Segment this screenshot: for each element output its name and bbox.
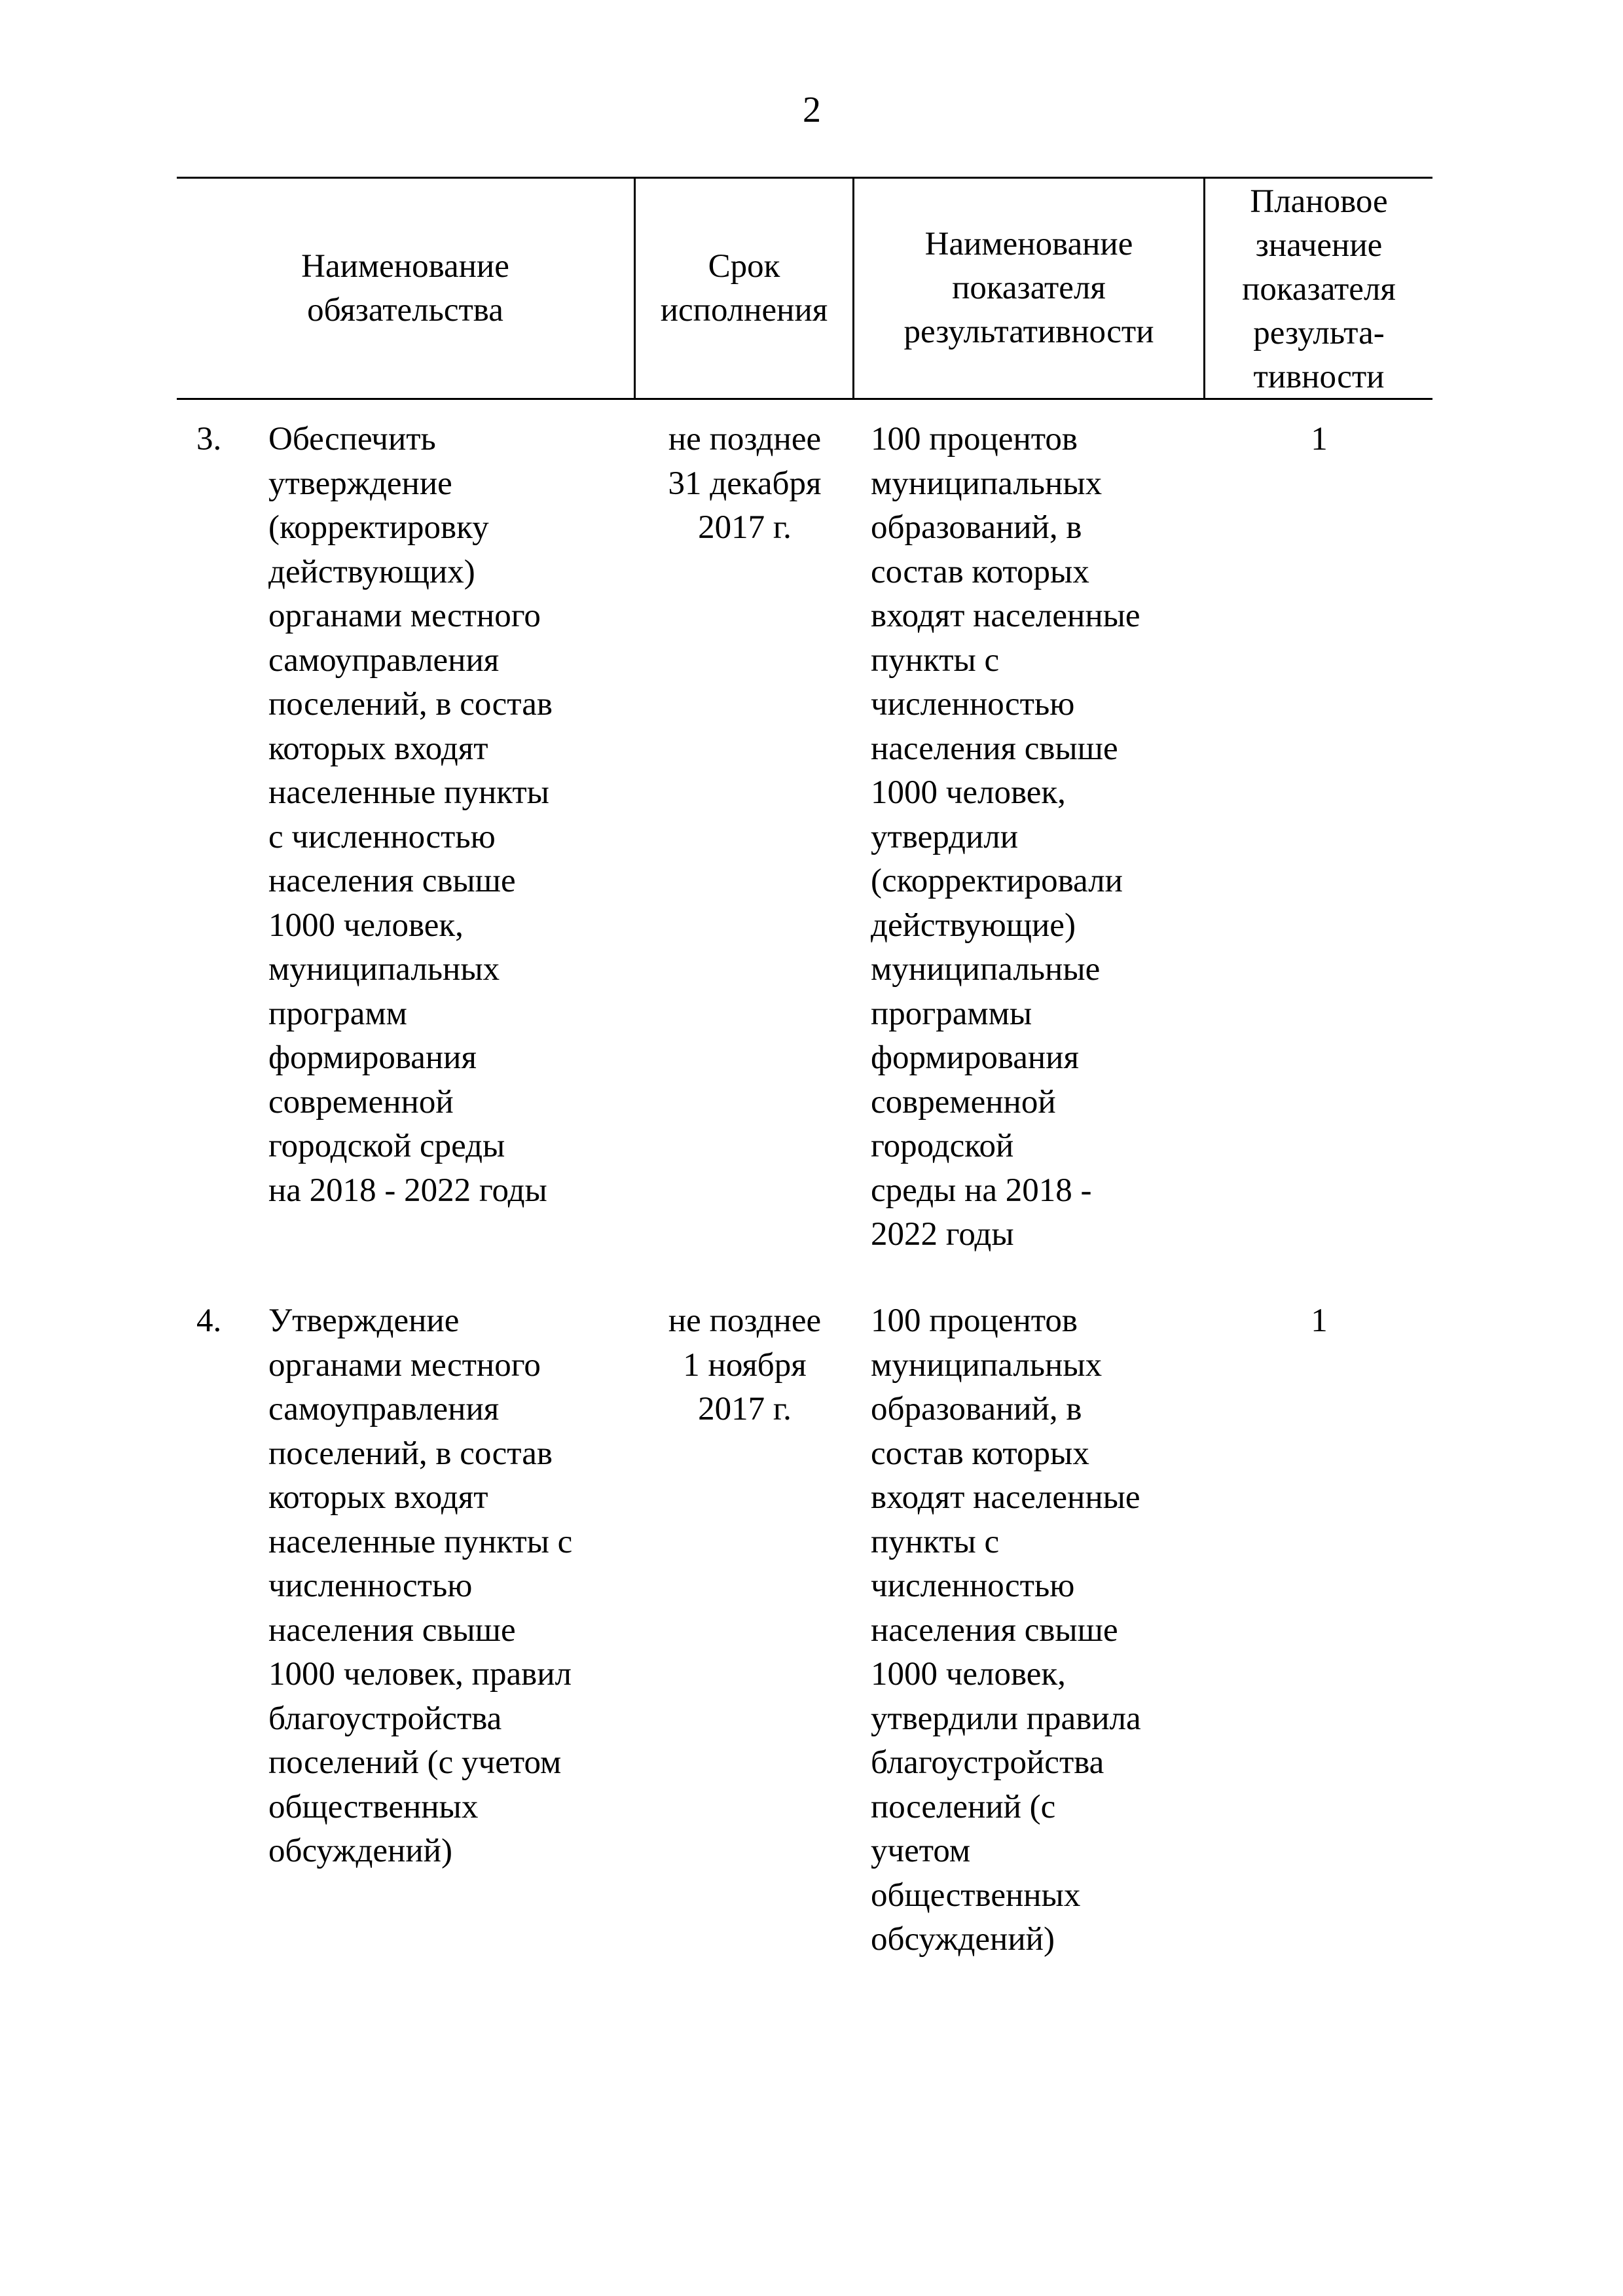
header-obligation-name: Наименование обязательства: [301, 247, 509, 329]
row-4-deadline: не позднее 1 ноября 2017 г.: [668, 1302, 822, 1427]
row-3-deadline: не позднее 31 декабря 2017 г.: [668, 421, 822, 546]
row-3-obligation: Обеспечить утверждение (корректировку действующих) органами местного самоуправления поселений, в состав которых входят населенные пункты с численностью населения свыше 1000 человек, муниципальных программ формирования современной городской среды на 2018 - 2022 годы: [268, 421, 553, 1209]
row-3-planned-value: 1: [1311, 421, 1328, 457]
row-3-number: 3.: [196, 421, 222, 457]
row-4-planned-value: 1: [1311, 1302, 1328, 1339]
row-4-number: 4.: [196, 1302, 222, 1339]
header-indicator-name: Наименование показателя результативности: [903, 226, 1154, 350]
header-planned-value: Плановое значение показателя результа- тивности: [1242, 183, 1396, 395]
row-4-indicator: 100 процентов муниципальных образований, в состав которых входят населенные пункты с численностью населения свыше 1000 человек, утвердили правила благоустройства поселений (с учетом общественных обсуждений): [871, 1302, 1141, 1958]
row-3-indicator: 100 процентов муниципальных образований, в состав которых входят населенные пункты с численностью населения свыше 1000 человек, утвердили (скорректировали действующие) муниципальные программы формирования современной городской среды на 2018 - 2022 годы: [871, 421, 1140, 1253]
header-deadline: Срок исполнения: [660, 247, 828, 329]
row-4-obligation: Утверждение органами местного самоуправления поселений, в состав которых входят населенные пункты с численностью населения свыше 1000 человек, правил благоустройства поселений (с учетом общественных обсуждений): [268, 1302, 573, 1869]
page-number: 2: [803, 90, 821, 130]
